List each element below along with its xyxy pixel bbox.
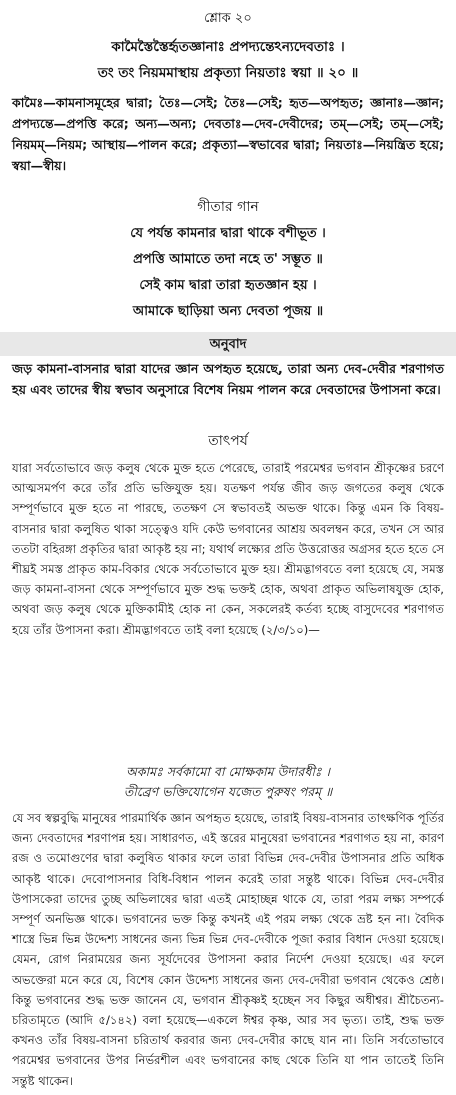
anuvad-header-bar	[0, 332, 456, 356]
sanskrit-quote-line-1: অকামঃ সর্বকামো বা মোক্ষকাম উদারধীঃ ।	[125, 764, 331, 779]
tatparya-title: তাৎপর্য	[208, 433, 248, 449]
song-line-3: সেই কাম দ্বারা তারা হৃতজ্ঞান হয় ।	[139, 278, 317, 293]
verse-line-2: তং তং নিয়মমাস্থায় প্রকৃত্যা নিয়তাঃ স্বয়া ॥ ২০ ॥	[97, 65, 359, 81]
synonyms-paragraph: কামৈঃ—কামনাসমূহের দ্বারা; তৈঃ—সেই; তৈঃ—সেই; হৃত—অপহৃত; জ্ঞানাঃ—জ্ঞান; প্রপদ্যন্তে—প্রপত্তি করে; অন্য—অন্য; দেবতাঃ—দেব-দেবীদের; তম্—সেই; তম্—সেই; নিয়মম্—নিয়ম; আস্থায়—পালন করে; প্রকৃত্যা—স্বভাবের দ্বারা; নিয়তাঃ—নিয়ন্ত্রিত হয়ে; স্বয়া—স্বীয়।	[12, 95, 444, 173]
anuvad-title: অনুবাদ	[209, 337, 247, 352]
shloka-title: শ্লোক ২০	[204, 11, 252, 26]
tatparya-para-1: যারা সর্বতোভাবে জড় কলুষ থেকে মুক্ত হতে পেরেছে, তারাই পরমেশ্বর ভগবান শ্রীকৃষ্ণের চরণে আত্মসমর্পণ করে তাঁর প্রতি ভক্তিযুক্ত হয়। যতক্ষণ পর্যন্ত জীব জড় জগতের কলুষ থেকে সম্পূর্ণভাবে মুক্ত হতে না পারছে, ততক্ষণ সে স্বভাবতই অভক্ত থাকে। কিন্তু এমন কি বিষয়-বাসনার দ্বারা কলুষিত থাকা সত্ত্বেও যদি কেউ ভগবানের আশ্রয় অবলম্বন করে, তখন সে আর ততটা বহিরঙ্গা প্রকৃতির দ্বারা আকৃষ্ট হয় না; যথার্থ লক্ষ্যের প্রতি উত্তরোত্তর অগ্রসর হতে হতে সে শীঘ্রই সমস্ত প্রাকৃত কাম-বিকার থেকে সর্বতোভাবে মুক্ত হয়। শ্রীমদ্ভাগবতে বলা হয়েছে যে, সমস্ত জড় কামনা-বাসনা থেকে সম্পূর্ণভাবে মুক্ত শুদ্ধ ভক্তই হোক, অথবা প্রাকৃত অভিলাষযুক্ত হোক, অথবা জড় কলুষ থেকে মুক্তিকামীই হোক না কেন, সকলেরই কর্তব্য হচ্ছে বাসুদেবের শরণাগত হয়ে তাঁর উপাসনা করা। শ্রীমদ্ভাগবতে তাই বলা হয়েছে (২/৩/১০)—	[12, 461, 444, 637]
verse-line-1: কামৈস্তৈস্তৈর্হৃতজ্ঞানাঃ প্রপদ্যন্তেঽন্যদেবতাঃ ।	[111, 39, 345, 55]
song-line-4: আমাকে ছাড়িয়া অন্য দেবতা পূজয় ॥	[132, 304, 324, 319]
song-line-1: যে পর্যন্ত কামনার দ্বারা থাকে বশীভূত ।	[130, 226, 326, 241]
song-line-2: প্রপত্তি আমাতে তদা নহে ত' সম্ভূত ॥	[133, 252, 323, 267]
anuvad-text: জড় কামনা-বাসনার দ্বারা যাদের জ্ঞান অপহৃত হয়েছে, তারা অন্য দেব-দেবীর শরণাগত হয় এবং তাদের স্বীয় স্বভাব অনুসারে বিশেষ নিয়ম পালন করে দেবতাদের উপাসনা করে।	[12, 361, 444, 397]
sanskrit-quote-line-2: তীব্রেণ ভক্তিযোগেন যজেত পুরুষং পরম্ ॥	[123, 784, 333, 799]
tatparya-para-2: যে সব স্বল্পবুদ্ধি মানুষের পারমার্থিক জ্ঞান অপহৃত হয়েছে, তারাই বিষয়-বাসনার তাৎক্ষণিক পূর্তির জন্য দেবতাদের শরণাপন্ন হয়। সাধারণত, এই স্তরের মানুষেরা ভগবানের শরণাগত হয় না, কারণ রজ ও তমোগুণের দ্বারা কলুষিত থাকার ফলে তারা বিভিন্ন দেব-দেবীর উপাসনার প্রতি অধিক আকৃষ্ট থাকে। দেবোপাসনার বিধি-বিধান পালন করেই তারা সন্তুষ্ট থাকে। বিভিন্ন দেব-দেবীর উপাসকেরা তাদের তুচ্ছ অভিলাষের দ্বারা এতই মোহাচ্ছন্ন থাকে যে, তারা পরম লক্ষ্য সম্পর্কে সম্পূর্ণ অনভিজ্ঞ থাকে। ভগবানের ভক্ত কিন্তু কখনই এই পরম লক্ষ্য থেকে ভ্রষ্ট হন না। বৈদিক শাস্ত্রে ভিন্ন ভিন্ন উদ্দেশ্য সাধনের জন্য ভিন্ন ভিন্ন দেব-দেবীকে পূজা করার বিধান দেওয়া হয়েছে। যেমন, রোগ নিরাময়ের জন্য সূর্যদেবের উপাসনা করার নির্দেশ দেওয়া হয়েছে। এর ফলে অভক্তেরা মনে করে যে, বিশেষ কোন উদ্দেশ্য সাধনের জন্য দেব-দেবীরা ভগবান থেকেও শ্রেষ্ঠ। কিন্তু ভগবানের শুদ্ধ ভক্ত জানেন যে, ভগবান শ্রীকৃষ্ণই হচ্ছেন সব কিছুর অধীশ্বর। শ্রীচৈতন্য-চরিতামৃতে (আদি ৫/১৪২) বলা হয়েছে—একলে ঈশ্বর কৃষ্ণ, আর সব ভৃত্য। তাই, শুদ্ধ ভক্ত কখনও তাঁর বিষয়-বাসনা চরিতার্থ করবার জন্য দেব-দেবীর কাছে যান না। তিনি সর্বতোভাবে পরমেশ্বর ভগবানের উপর নির্ভরশীল এবং ভগবানের কাছ থেকে তিনি যা পান তাতেই তিনি সন্তুষ্ট থাকেন।	[12, 811, 445, 1088]
gitar-gaan-title: গীতার গান	[197, 199, 259, 215]
